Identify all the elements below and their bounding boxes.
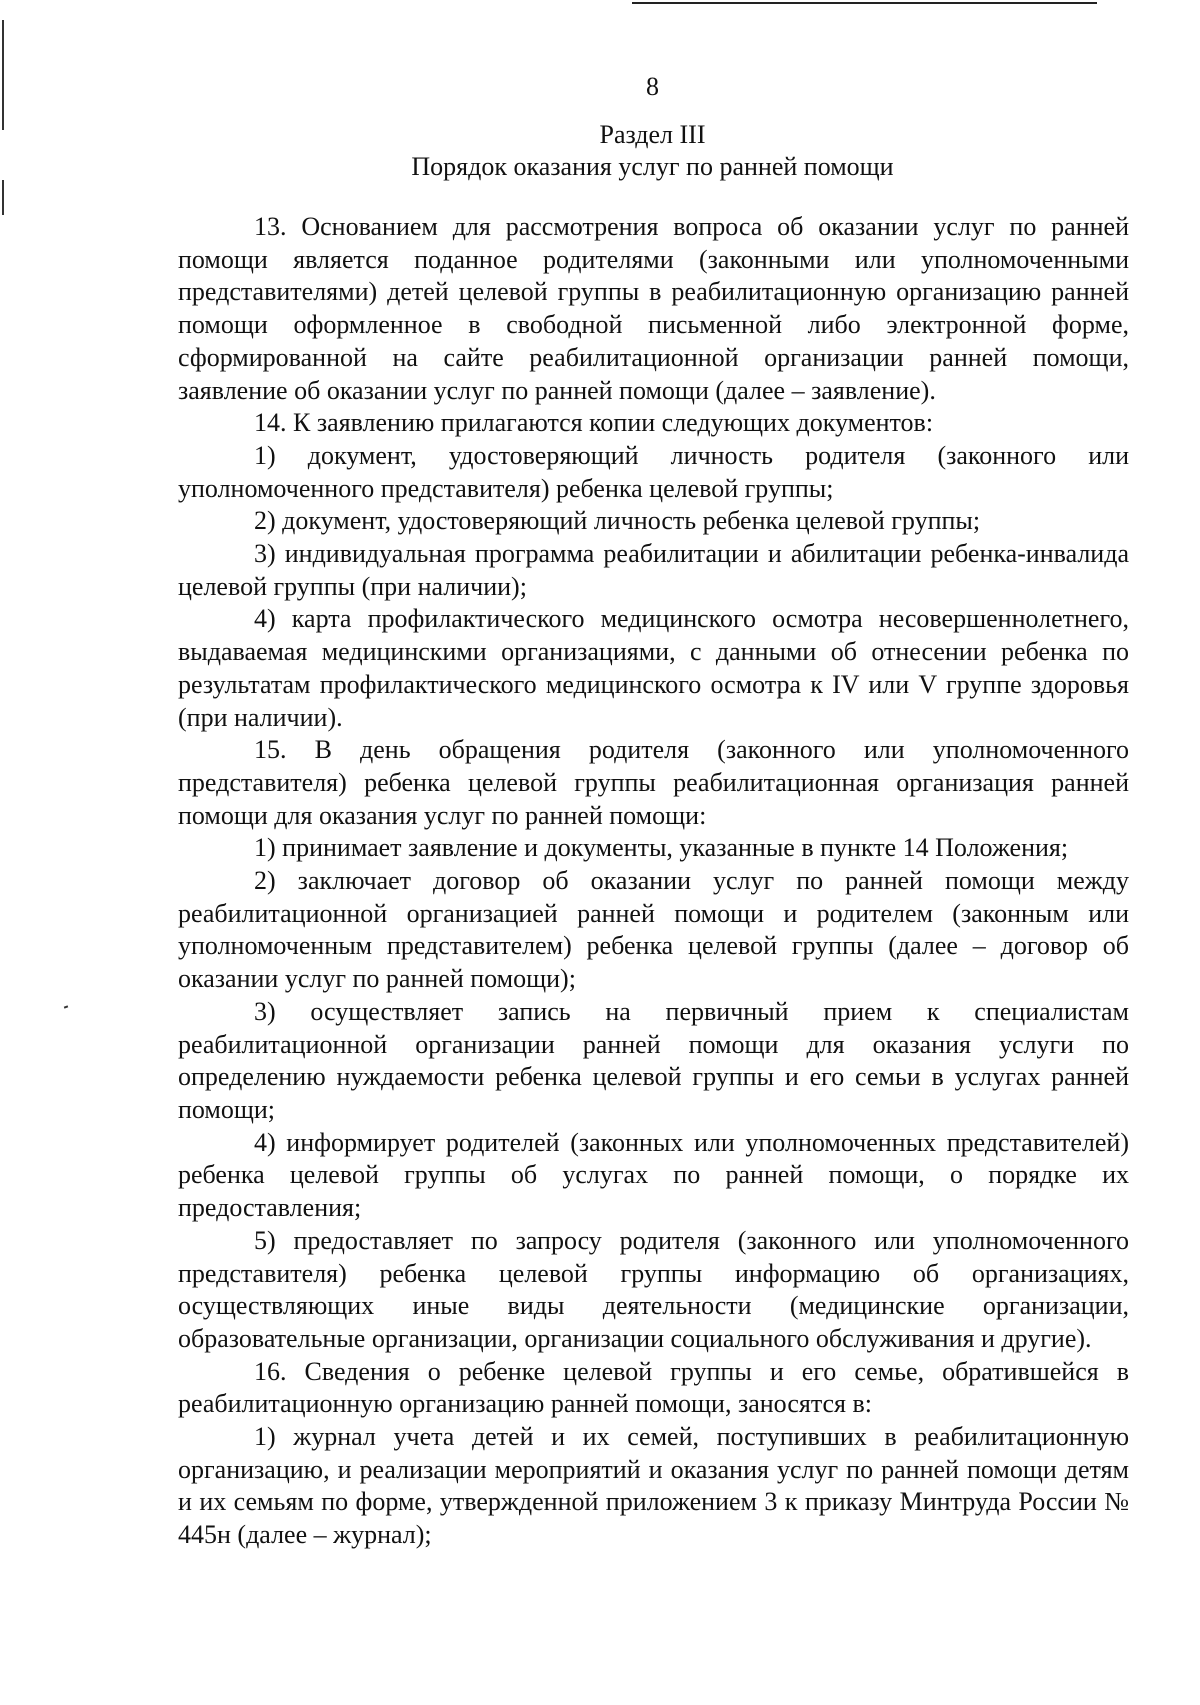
paragraph-14: 14. К заявлению прилагаются копии следующих документов: (254, 408, 934, 438)
list-item: 2) документ, удостоверяющий личность ребенка целевой группы; (254, 506, 981, 536)
scan-speck (64, 1005, 68, 1008)
list-item: 4) информирует родителей (законных или уполномоченных представителей) ребенка целевой группы об услугах по ранней помощи, о порядке их предоставления; (178, 1127, 1129, 1223)
document-body (178, 211, 1129, 1552)
list-item: 1) документ, удостоверяющий личность родителя (законного или уполномоченного представителя) ребенка целевой группы; (178, 440, 1129, 503)
list-item: 4) карта профилактического медицинского осмотра несовершеннолетнего, выдаваемая медицинскими организациями, с данными об отнесении ребенка по результатам профилактического медицинского осмотра к IV или V группе здоровья (при наличии). (178, 604, 1129, 732)
section-subheading: Порядок оказания услуг по ранней помощи (411, 152, 894, 181)
list-item: 1) журнал учета детей и их семей, поступивших в реабилитационную организацию, и реализации мероприятий и оказания услуг по ранней помощи детям и их семьям по форме, утвержденной приложением 3 к приказу Минтруда России № 445н (далее – журнал); (178, 1422, 1129, 1550)
scan-border-left (2, 180, 4, 215)
section-heading: Раздел III (599, 120, 706, 149)
scan-border-top (632, 2, 1097, 4)
list-item: 3) индивидуальная программа реабилитации и абилитации ребенка-инвалида целевой группы (при наличии); (178, 539, 1129, 601)
paragraph-15: 15. В день обращения родителя (законного или уполномоченного представителя) ребенка целевой группы реабилитационная организация ранней помощи для оказания услуг по ранней помощи: (178, 735, 1129, 830)
page-number: 8 (646, 72, 659, 101)
list-item: 1) принимает заявление и документы, указанные в пункте 14 Положения; (254, 833, 1069, 863)
paragraph-16: 16. Сведения о ребенке целевой группы и его семье, обратившейся в реабилитационную организацию ранней помощи, заносятся в: (178, 1356, 1129, 1419)
list-item: 5) предоставляет по запросу родителя (законного или уполномоченного представителя) ребенка целевой группы информацию об организациях, осуществляющих иные виды деятельности (медицинские организации, образовательные организации, организации социального обслуживания и другие). (178, 1225, 1129, 1353)
list-item: 2) заключает договор об оказании услуг по ранней помощи между реабилитационной организацией ранней помощи и родителем (законным или уполномоченным представителем) ребенка целевой группы (далее – договор об оказании услуг по ранней помощи); (178, 866, 1129, 994)
paragraph-13: 13. Основанием для рассмотрения вопроса об оказании услуг по ранней помощи является поданное родителями (законными или уполномоченными представителями) детей целевой группы в реабилитационную организацию ранней помощи оформленное в свободной письменной либо электронной форме, сформированной на сайте реабилитационной организации ранней помощи, заявление об оказании услуг по ранней помощи (далее – заявление). (178, 212, 1129, 405)
list-item: 3) осуществляет запись на первичный прием к специалистам реабилитационной организации ранней помощи для оказания услуги по определению нуждаемости ребенка целевой группы и его семьи в услугах ранней помощи; (178, 996, 1129, 1124)
